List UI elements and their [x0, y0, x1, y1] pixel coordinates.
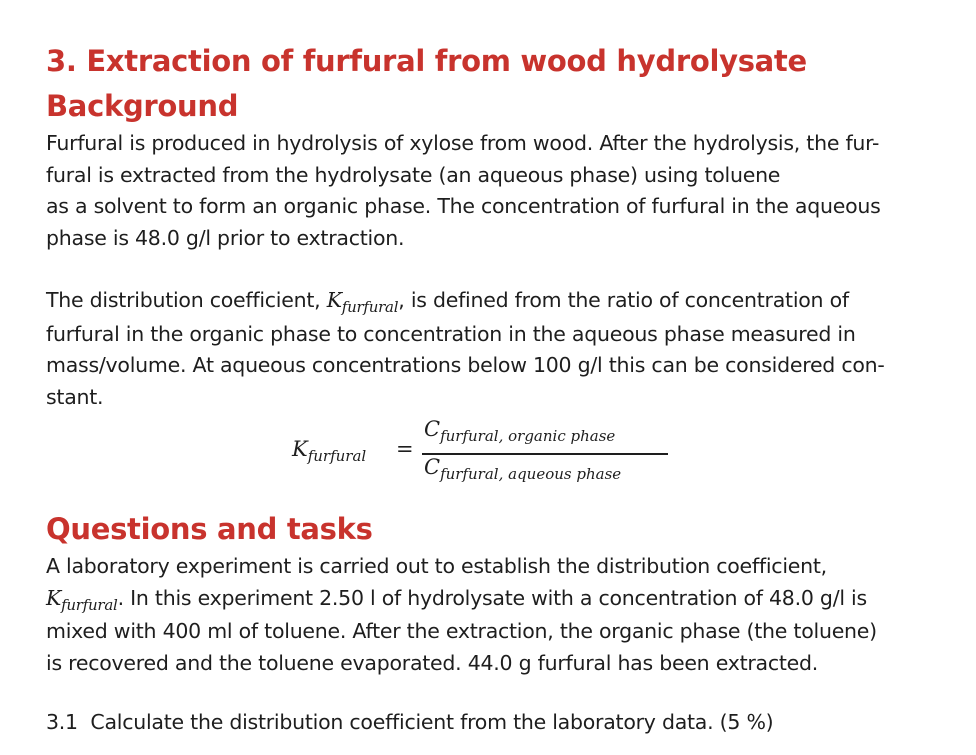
paragraph-line — [46, 285, 926, 319]
questions-heading: Questions and tasks — [46, 512, 373, 546]
equation-equals-sign: = — [396, 437, 414, 461]
distribution-coefficient-equation — [46, 417, 926, 493]
denominator-subscript: furfural, aqueous phase — [440, 465, 622, 483]
background-paragraph-1 — [46, 128, 926, 254]
paragraph-line: is recovered and the toluene evaporated. 44.0 g furfural has been extracted. — [46, 650, 819, 675]
equation-lhs — [292, 437, 367, 465]
k-furfural-subscript: furfural — [341, 298, 399, 316]
paragraph-line: mixed with 400 ml of toluene. After the extraction, the organic phase (the toluene) — [46, 619, 877, 643]
questions-paragraph — [46, 551, 926, 679]
task-number: 3.1 — [46, 710, 78, 734]
paragraph-line: stant. — [46, 384, 104, 409]
paragraph-line: furfural in the organic phase to concentration in the aqueous phase measured in — [46, 321, 856, 346]
numerator-symbol: C — [424, 417, 441, 441]
paragraph-line: mass/volume. At aqueous concentrations below 100 g/l this can be considered con- — [46, 353, 885, 377]
paragraph-spacer — [46, 679, 926, 707]
equation-lhs-subscript: furfural — [307, 447, 367, 465]
k-furfural-symbol: K — [46, 585, 62, 610]
paragraph-line: fural is extracted from the hydrolysate (an aqueous phase) using toluene — [46, 162, 781, 187]
paragraph-text: . In this experiment 2.50 l of hydrolysate with a concentration of 48.0 g/l is — [117, 585, 867, 610]
paragraph-line: A laboratory experiment is carried out to establish the distribution coefficient, — [46, 554, 827, 578]
equation-numerator — [424, 417, 616, 445]
task-3-1 — [46, 707, 926, 738]
task-text: Calculate the distribution coefficient from the laboratory data. (5 %) — [90, 710, 774, 734]
background-heading: Background — [46, 89, 239, 123]
document-page — [46, 38, 926, 738]
paragraph-line: Furfural is produced in hydrolysis of xylose from wood. After the hydrolysis, the fur- — [46, 131, 880, 155]
paragraph-text: , is defined from the ratio of concentration of — [398, 288, 849, 312]
background-paragraph-2 — [46, 285, 926, 413]
k-furfural-subscript: furfural — [61, 595, 118, 614]
paragraph-line — [46, 583, 926, 617]
paragraph-spacer — [46, 254, 926, 285]
equation-denominator — [424, 455, 622, 483]
numerator-subscript: furfural, organic phase — [440, 427, 616, 445]
paragraph-text: The distribution coefficient, — [46, 288, 327, 312]
section-title: 3. Extraction of furfural from wood hydrolysate — [46, 44, 807, 78]
paragraph-line: phase is 48.0 g/l prior to extraction. — [46, 225, 405, 250]
denominator-symbol: C — [424, 455, 441, 479]
paragraph-line: as a solvent to form an organic phase. The concentration of furfural in the aqueous — [46, 194, 881, 218]
k-furfural-symbol: K — [326, 288, 342, 312]
equation-lhs-symbol: K — [292, 437, 308, 461]
